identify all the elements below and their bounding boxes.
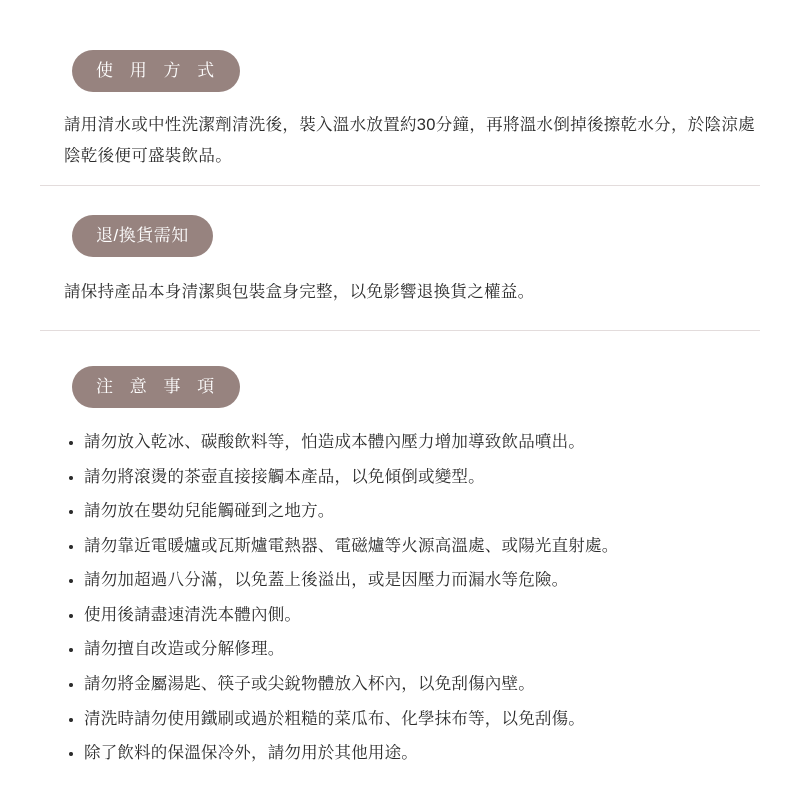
return-paragraph: 請保持產品本身清潔與包裝盒身完整，以免影響退換貨之權益。 [64,283,535,301]
list-item: 請勿擅自改造或分解修理。 [68,637,760,663]
list-item: 請勿將滾燙的茶壺直接接觸本產品，以免傾倒或變型。 [68,465,760,491]
list-item: 請勿將金屬湯匙、筷子或尖銳物體放入杯內，以免刮傷內壁。 [68,672,760,698]
usage-heading [40,50,760,92]
list-item: 請勿靠近電暖爐或瓦斯爐電熱器、電磁爐等火源高溫處、或陽光直射處。 [68,534,760,560]
list-item: 除了飲料的保溫保冷外，請勿用於其他用途。 [68,741,760,767]
usage-badge-label: 使 用 方 式 [72,50,240,92]
list-item: 使用後請盡速清洗本體內側。 [68,603,760,629]
divider [40,185,760,186]
section-cautions [40,366,760,776]
list-item: 請勿放在嬰幼兒能觸碰到之地方。 [68,499,760,525]
section-return-exchange [40,215,760,308]
list-item: 請勿放入乾冰、碳酸飲料等，怕造成本體內壓力增加導致飲品噴出。 [68,430,760,456]
list-item: 請勿加超過八分滿，以免蓋上後溢出，或是因壓力而漏水等危險。 [68,568,760,594]
caution-heading [40,366,760,408]
list-item: 清洗時請勿使用鐵刷或過於粗糙的菜瓜布、化學抹布等，以免刮傷。 [68,707,760,733]
divider [40,330,760,331]
return-badge-label: 退/換貨需知 [72,215,213,257]
usage-paragraph: 請用清水或中性洗潔劑清洗後，裝入溫水放置約30分鐘，再將溫水倒掉後擦乾水分，於陰涼處陰乾後便可盛裝飲品。 [64,116,755,165]
return-heading [40,215,760,257]
caution-list [40,430,760,767]
section-usage [40,50,760,171]
caution-badge-label: 注 意 事 項 [72,366,240,408]
